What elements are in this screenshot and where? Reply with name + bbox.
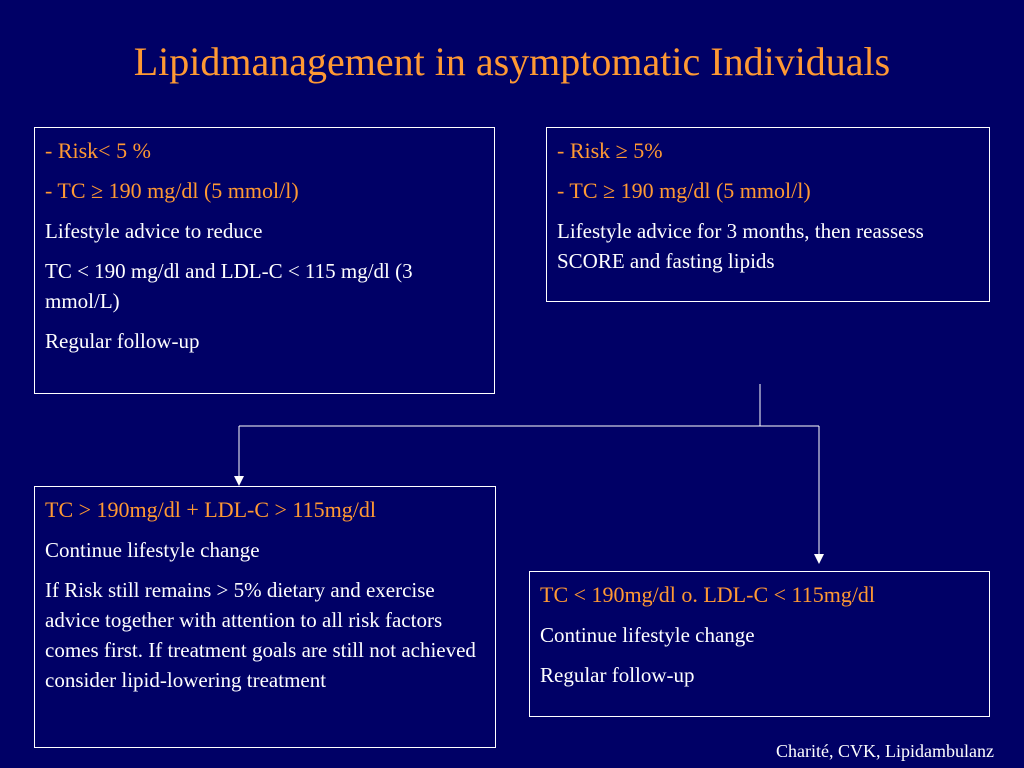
- arrowhead-left: [234, 476, 244, 486]
- box-low-risk-text-3: Regular follow-up: [45, 329, 200, 353]
- box-goals-met-text-2: Regular follow-up: [540, 663, 695, 687]
- box-goals-met-criterion: TC < 190mg/dl o. LDL-C < 115mg/dl: [540, 582, 876, 607]
- slide-title: Lipidmanagement in asymptomatic Individuals: [133, 39, 891, 84]
- box-low-risk-criterion-2: - TC ≥ 190 mg/dl (5 mmol/l): [45, 178, 299, 203]
- box-goals-not-met-text-1: Continue lifestyle change: [45, 538, 260, 562]
- box-low-risk-criterion-1: - Risk< 5 %: [45, 138, 151, 163]
- slide-footer: Charité, CVK, Lipidambulanz: [776, 741, 994, 761]
- box-goals-met-text-1: Continue lifestyle change: [540, 623, 755, 647]
- box-low-risk-text-1: Lifestyle advice to reduce: [45, 219, 263, 243]
- box-low-risk-text-2: TC < 190 mg/dl and LDL-C < 115 mg/dl (3 mmol/L): [45, 259, 413, 313]
- box-goals-not-met-text-2: If Risk still remains > 5% dietary and exercise advice together with attention to all risk factors comes first. If treatment goals are still not achieved consider lipid-lowering treatment: [45, 578, 476, 692]
- box-high-risk-criterion-1: - Risk ≥ 5%: [557, 138, 663, 163]
- box-high-risk-text: Lifestyle advice for 3 months, then reassess SCORE and fasting lipids: [557, 219, 924, 273]
- box-high-risk-criterion-2: - TC ≥ 190 mg/dl (5 mmol/l): [557, 178, 811, 203]
- arrowhead-right: [814, 554, 824, 564]
- box-goals-not-met-criterion: TC > 190mg/dl + LDL-C > 115mg/dl: [45, 497, 376, 522]
